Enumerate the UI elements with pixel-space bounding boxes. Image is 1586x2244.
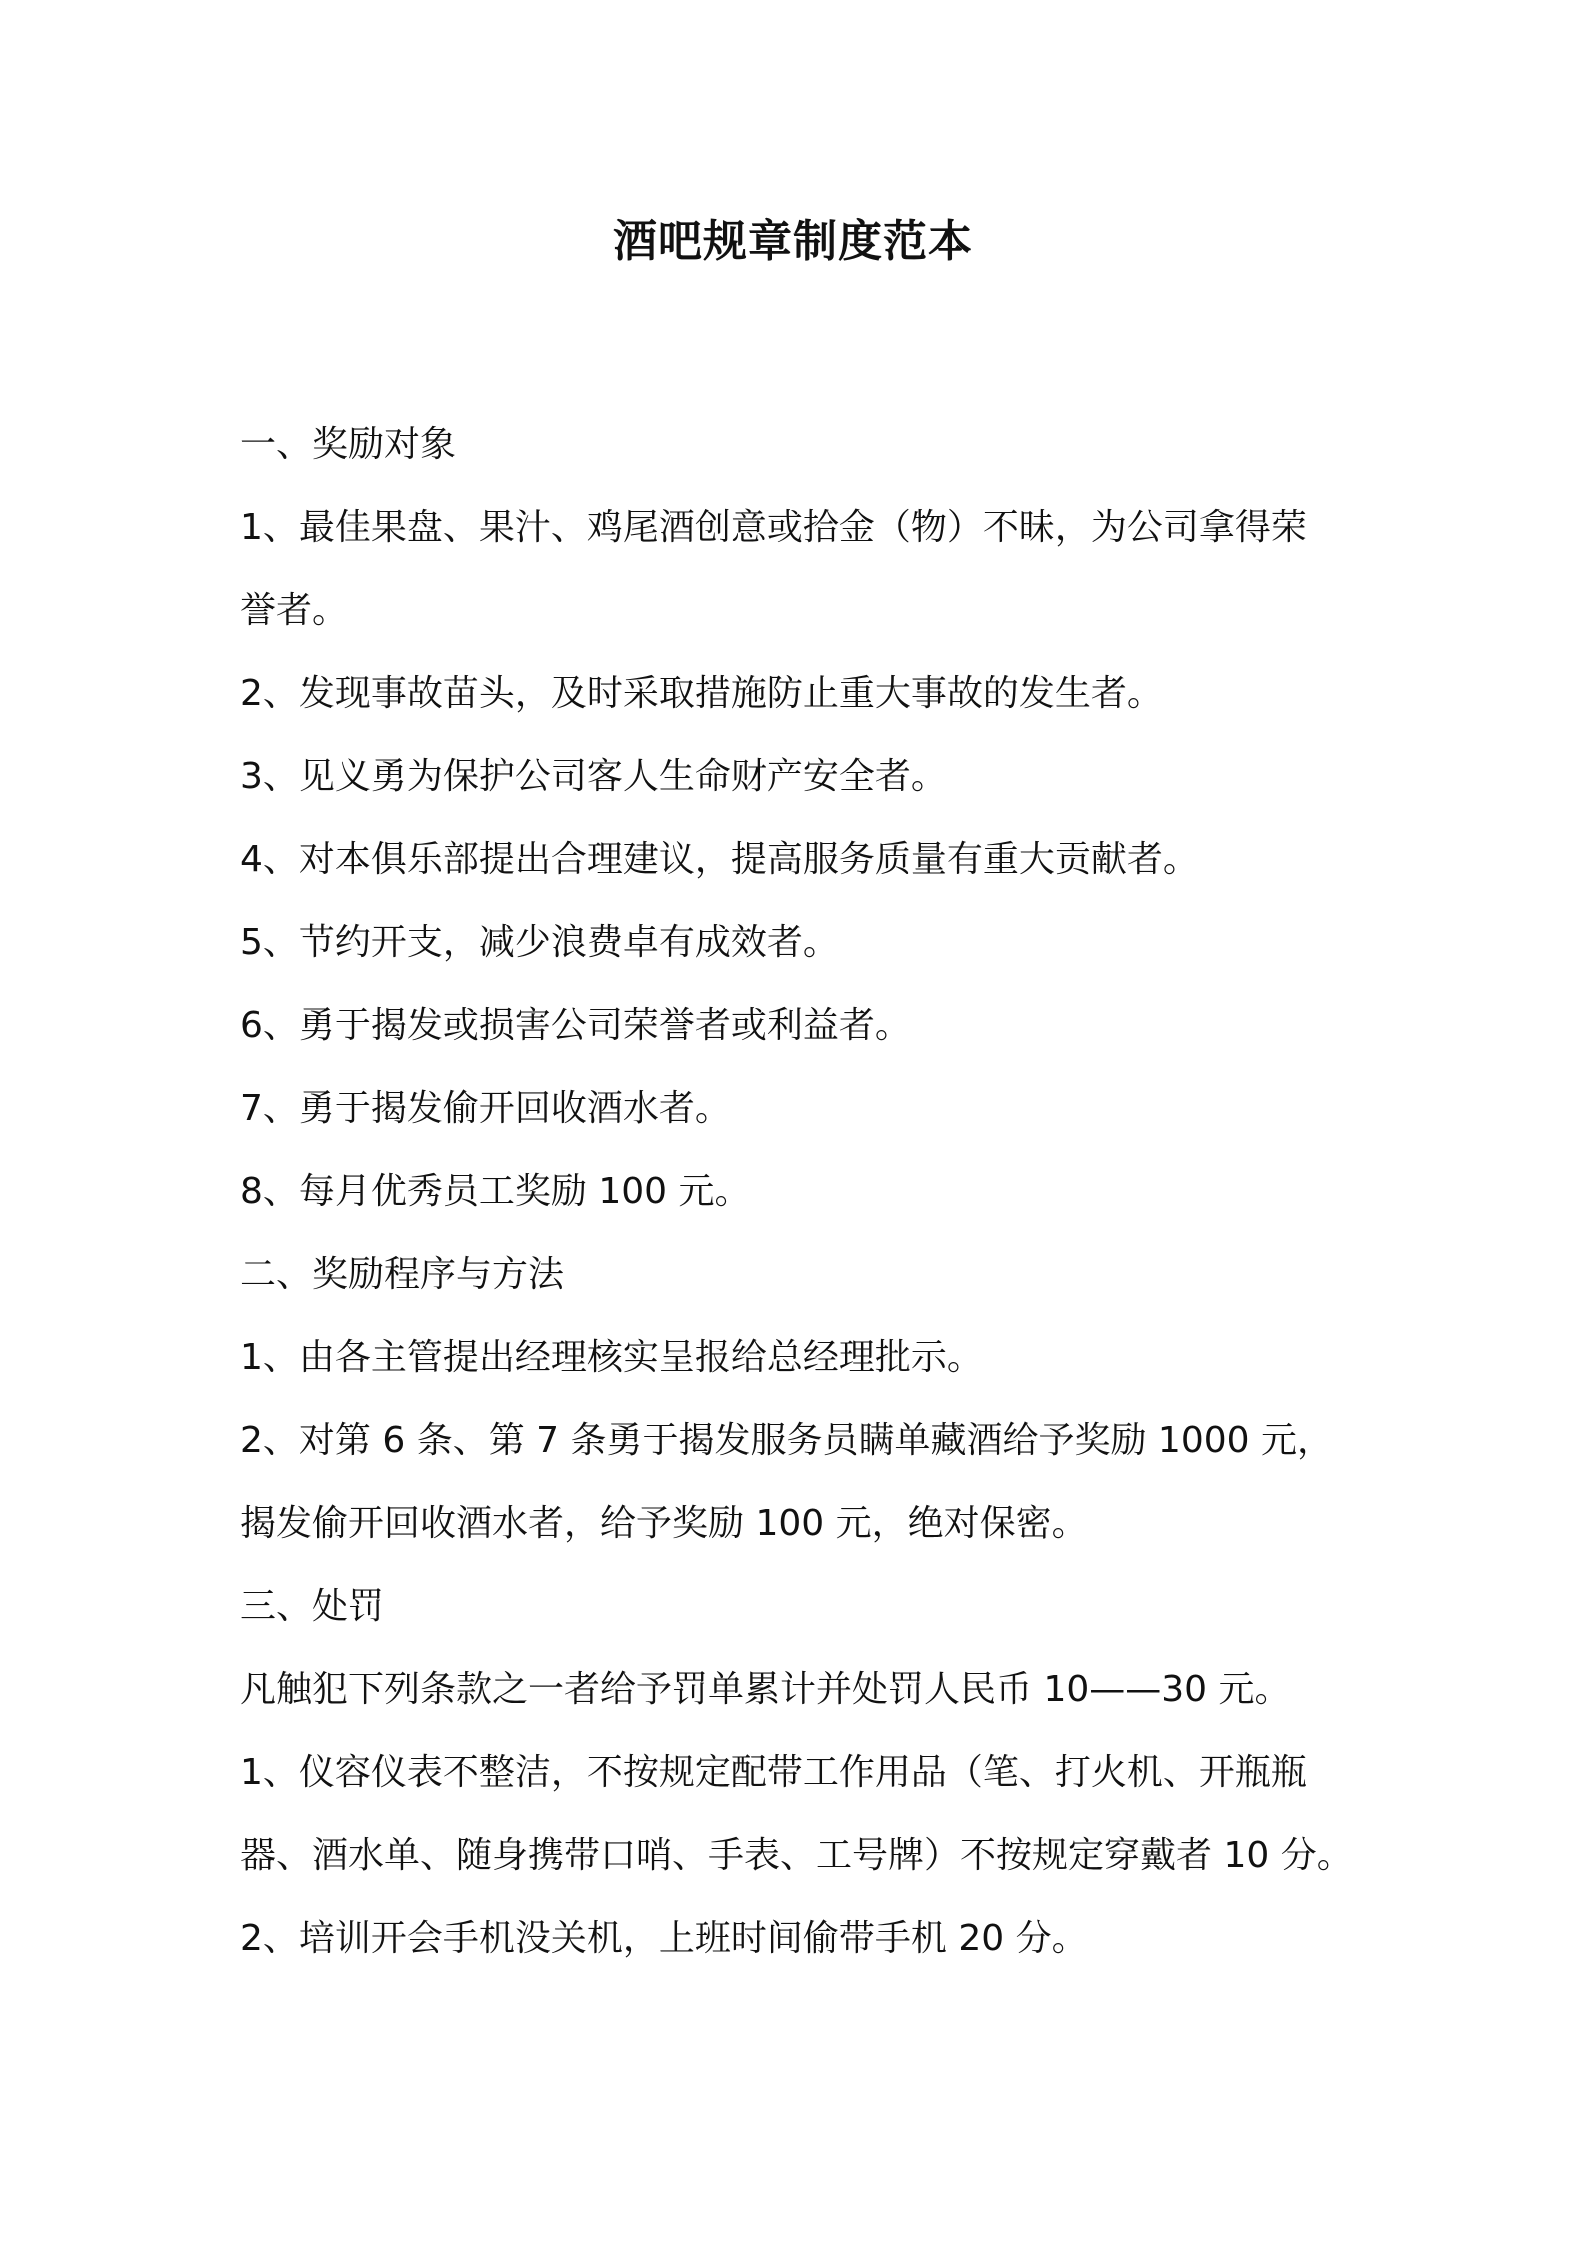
section-heading-procedure: 二、奖励程序与方法	[240, 1254, 565, 1295]
paragraph-line: 6、勇于揭发或损害公司荣誉者或利益者。	[240, 1005, 911, 1046]
paragraph-line: 2、发现事故苗头，及时采取措施防止重大事故的发生者。	[240, 673, 1163, 714]
section-heading-rewards: 一、奖励对象	[240, 424, 457, 465]
paragraph-line: 4、对本俱乐部提出合理建议，提高服务质量有重大贡献者。	[240, 839, 1199, 880]
paragraph-line: 7、勇于揭发偷开回收酒水者。	[240, 1088, 731, 1129]
paragraph-line: 揭发偷开回收酒水者，给予奖励 100 元，绝对保密。	[240, 1503, 1088, 1544]
paragraph-line: 3、见义勇为保护公司客人生命财产安全者。	[240, 756, 947, 797]
paragraph-line: 8、每月优秀员工奖励 100 元。	[240, 1171, 751, 1212]
paragraph-line: 器、酒水单、随身携带口哨、手表、工号牌）不按规定穿戴者 10 分。	[240, 1835, 1353, 1876]
paragraph-line: 5、节约开支，减少浪费卓有成效者。	[240, 922, 839, 963]
paragraph-line: 1、仪容仪表不整洁，不按规定配带工作用品（笔、打火机、开瓶瓶	[240, 1752, 1307, 1793]
paragraph-line: 1、由各主管提出经理核实呈报给总经理批示。	[240, 1337, 983, 1378]
paragraph-line: 誉者。	[240, 590, 349, 631]
paragraph-line: 2、对第 6 条、第 7 条勇于揭发服务员瞒单藏酒给予奖励 1000 元，	[240, 1420, 1333, 1461]
document-body	[240, 403, 1380, 1980]
paragraph-line: 2、培训开会手机没关机，上班时间偷带手机 20 分。	[240, 1918, 1088, 1959]
paragraph-line: 1、最佳果盘、果汁、鸡尾酒创意或拾金（物）不昧，为公司拿得荣	[240, 507, 1307, 548]
section-heading-penalties: 三、处罚	[240, 1586, 385, 1627]
document-title: 酒吧规章制度范本	[613, 216, 973, 267]
paragraph-line: 凡触犯下列条款之一者给予罚单累计并处罚人民币 10——30 元。	[240, 1669, 1291, 1710]
